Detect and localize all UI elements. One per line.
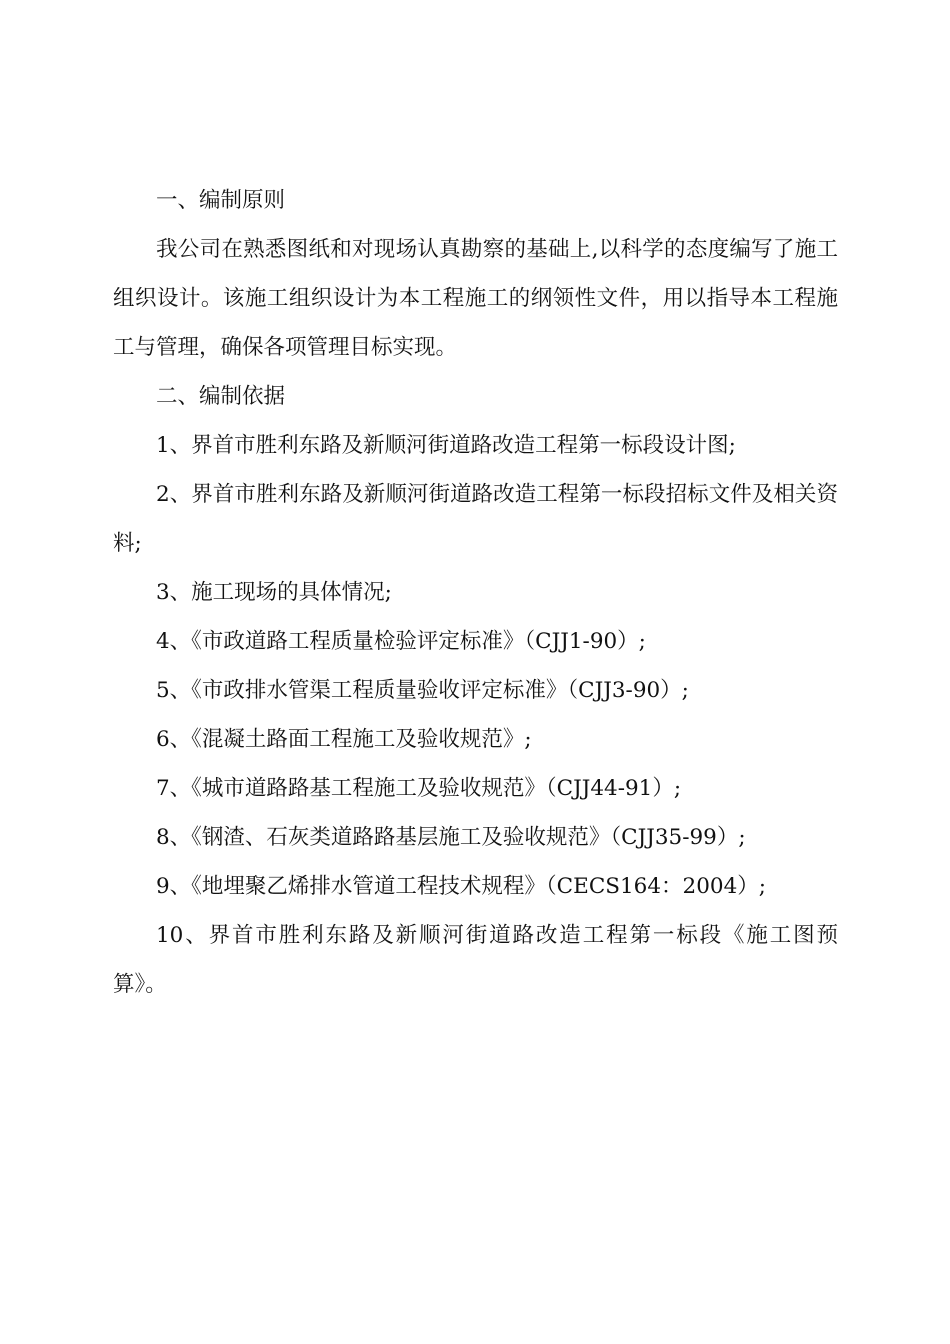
basis-item: 2、界首市胜利东路及新顺河街道路改造工程第一标段招标文件及相关资料; [113,482,838,556]
basis-item: 9、《地埋聚乙烯排水管道工程技术规程》（CECS164：2004）; [156,874,767,899]
document-body [113,176,838,1009]
section-heading-principles: 一、编制原则 [156,188,286,213]
section-heading-basis: 二、编制依据 [156,384,286,409]
basis-item: 7、《城市道路路基工程施工及验收规范》（CJJ44-91）; [156,776,682,801]
basis-item: 3、施工现场的具体情况; [156,580,392,605]
basis-item: 4、《市政道路工程质量检验评定标准》（CJJ1-90）; [156,629,646,654]
basis-item: 6、《混凝土路面工程施工及验收规范》; [156,727,532,752]
basis-item: 5、《市政排水管渠工程质量验收评定标准》（CJJ3-90）; [156,678,689,703]
basis-item: 10、界首市胜利东路及新顺河街道路改造工程第一标段《施工图预算》。 [113,923,838,997]
principles-paragraph: 我公司在熟悉图纸和对现场认真勘察的基础上,以科学的态度编写了施工组织设计。该施工组织设计为本工程施工的纲领性文件，用以指导本工程施工与管理，确保各项管理目标实现。 [113,237,838,360]
basis-item: 1、界首市胜利东路及新顺河街道路改造工程第一标段设计图; [156,433,736,458]
basis-item: 8、《钢渣、石灰类道路路基层施工及验收规范》（CJJ35-99）; [156,825,746,850]
